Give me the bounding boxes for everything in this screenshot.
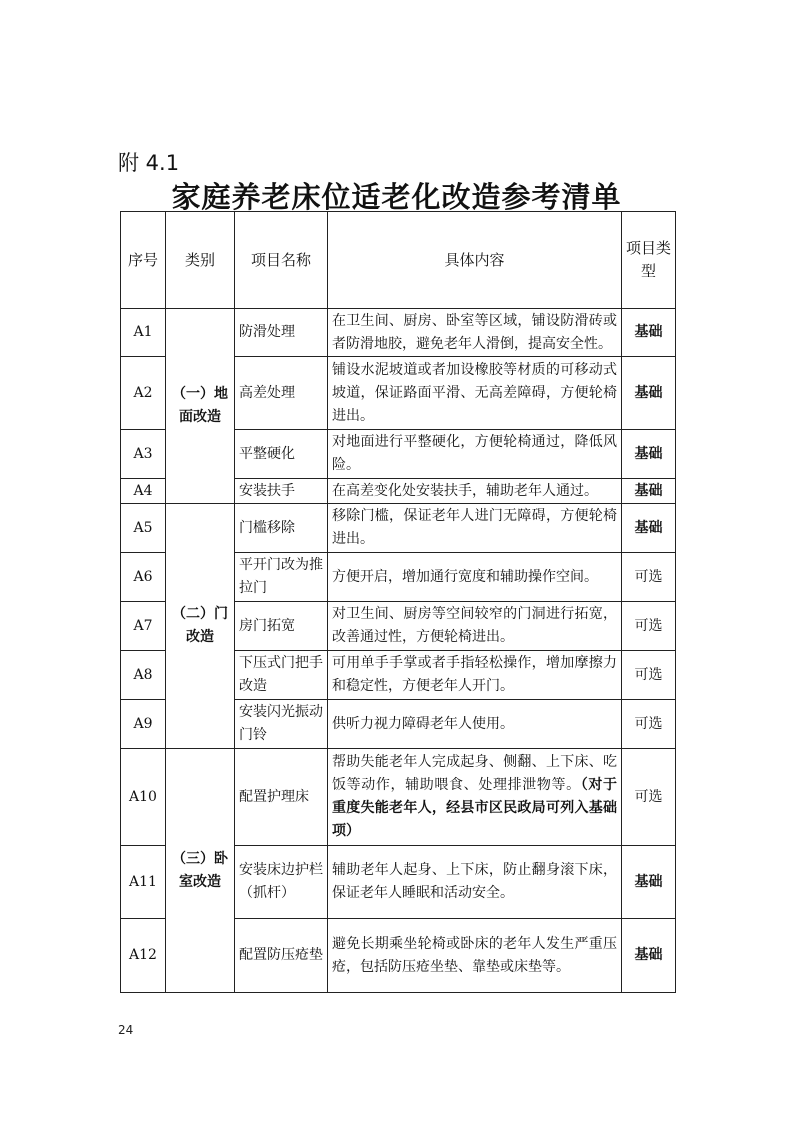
table-row xyxy=(121,504,676,553)
row-no: A1 xyxy=(121,309,166,357)
row-content-text: 帮助失能老年人完成起身、侧翻、上下床、吃饭等动作，辅助喂食、处理排泄物等。 xyxy=(332,754,617,793)
row-type: 可选 xyxy=(622,749,676,846)
row-type: 基础 xyxy=(622,919,676,993)
row-type: 基础 xyxy=(622,846,676,919)
header-type: 项目类型 xyxy=(622,212,676,309)
table-header-row xyxy=(121,212,676,309)
table-row xyxy=(121,309,676,357)
category-bedroom: （三）卧室改造 xyxy=(166,749,235,993)
row-name: 配置防压疮垫 xyxy=(235,919,328,993)
header-content: 具体内容 xyxy=(328,212,622,309)
row-content: 移除门槛，保证老年人进门无障碍，方便轮椅进出。 xyxy=(328,504,622,553)
row-type: 基础 xyxy=(622,430,676,479)
row-content: 在卫生间、厨房、卧室等区域，铺设防滑砖或者防滑地胶，避免老年人滑倒，提高安全性。 xyxy=(328,309,622,357)
appendix-label: 附 4.1 xyxy=(118,151,180,175)
row-name: 配置护理床 xyxy=(235,749,328,846)
row-no: A7 xyxy=(121,602,166,651)
row-no: A8 xyxy=(121,651,166,700)
row-no: A12 xyxy=(121,919,166,993)
row-no: A6 xyxy=(121,553,166,602)
row-content: 在高差变化处安装扶手，辅助老年人通过。 xyxy=(328,479,622,504)
row-name: 下压式门把手改造 xyxy=(235,651,328,700)
row-content: 避免长期乘坐轮椅或卧床的老年人发生严重压疮，包括防压疮坐垫、靠垫或床垫等。 xyxy=(328,919,622,993)
row-name: 高差处理 xyxy=(235,357,328,430)
page-number: 24 xyxy=(118,1023,134,1037)
row-no: A4 xyxy=(121,479,166,504)
row-type: 基础 xyxy=(622,504,676,553)
row-type: 可选 xyxy=(622,651,676,700)
row-content: 方便开启，增加通行宽度和辅助操作空间。 xyxy=(328,553,622,602)
row-name: 安装扶手 xyxy=(235,479,328,504)
row-content: 对地面进行平整硬化，方便轮椅通过，降低风险。 xyxy=(328,430,622,479)
row-no: A2 xyxy=(121,357,166,430)
row-type: 可选 xyxy=(622,602,676,651)
row-no: A10 xyxy=(121,749,166,846)
row-content: 可用单手手掌或者手指轻松操作，增加摩擦力和稳定性，方便老年人开门。 xyxy=(328,651,622,700)
renovation-list-table xyxy=(120,211,676,993)
row-no: A5 xyxy=(121,504,166,553)
row-type: 可选 xyxy=(622,700,676,749)
row-name: 防滑处理 xyxy=(235,309,328,357)
row-content: 对卫生间、厨房等空间较窄的门洞进行拓宽，改善通过性，方便轮椅进出。 xyxy=(328,602,622,651)
row-type: 基础 xyxy=(622,479,676,504)
category-ground: （一）地面改造 xyxy=(166,309,235,504)
row-content: 辅助老年人起身、上下床，防止翻身滚下床，保证老年人睡眠和活动安全。 xyxy=(328,846,622,919)
row-type: 基础 xyxy=(622,357,676,430)
row-no: A9 xyxy=(121,700,166,749)
header-no: 序号 xyxy=(121,212,166,309)
header-name: 项目名称 xyxy=(235,212,328,309)
row-content: 供听力视力障碍老年人使用。 xyxy=(328,700,622,749)
row-no: A3 xyxy=(121,430,166,479)
row-content xyxy=(328,749,622,846)
table-row xyxy=(121,749,676,846)
row-name: 门槛移除 xyxy=(235,504,328,553)
row-type: 可选 xyxy=(622,553,676,602)
row-no: A11 xyxy=(121,846,166,919)
row-content: 铺设水泥坡道或者加设橡胶等材质的可移动式坡道，保证路面平滑、无高差障碍，方便轮椅进出。 xyxy=(328,357,622,430)
page-title: 家庭养老床位适老化改造参考清单 xyxy=(171,180,622,214)
category-door: （二）门改造 xyxy=(166,504,235,749)
row-type: 基础 xyxy=(622,309,676,357)
row-name: 平开门改为推拉门 xyxy=(235,553,328,602)
row-content-note: （对于重度失能老年人，经县市区民政局可列入基础项） xyxy=(332,777,618,839)
row-name: 平整硬化 xyxy=(235,430,328,479)
header-category: 类别 xyxy=(166,212,235,309)
row-name: 安装闪光振动门铃 xyxy=(235,700,328,749)
row-name: 房门拓宽 xyxy=(235,602,328,651)
row-name: 安装床边护栏（抓杆） xyxy=(235,846,328,919)
